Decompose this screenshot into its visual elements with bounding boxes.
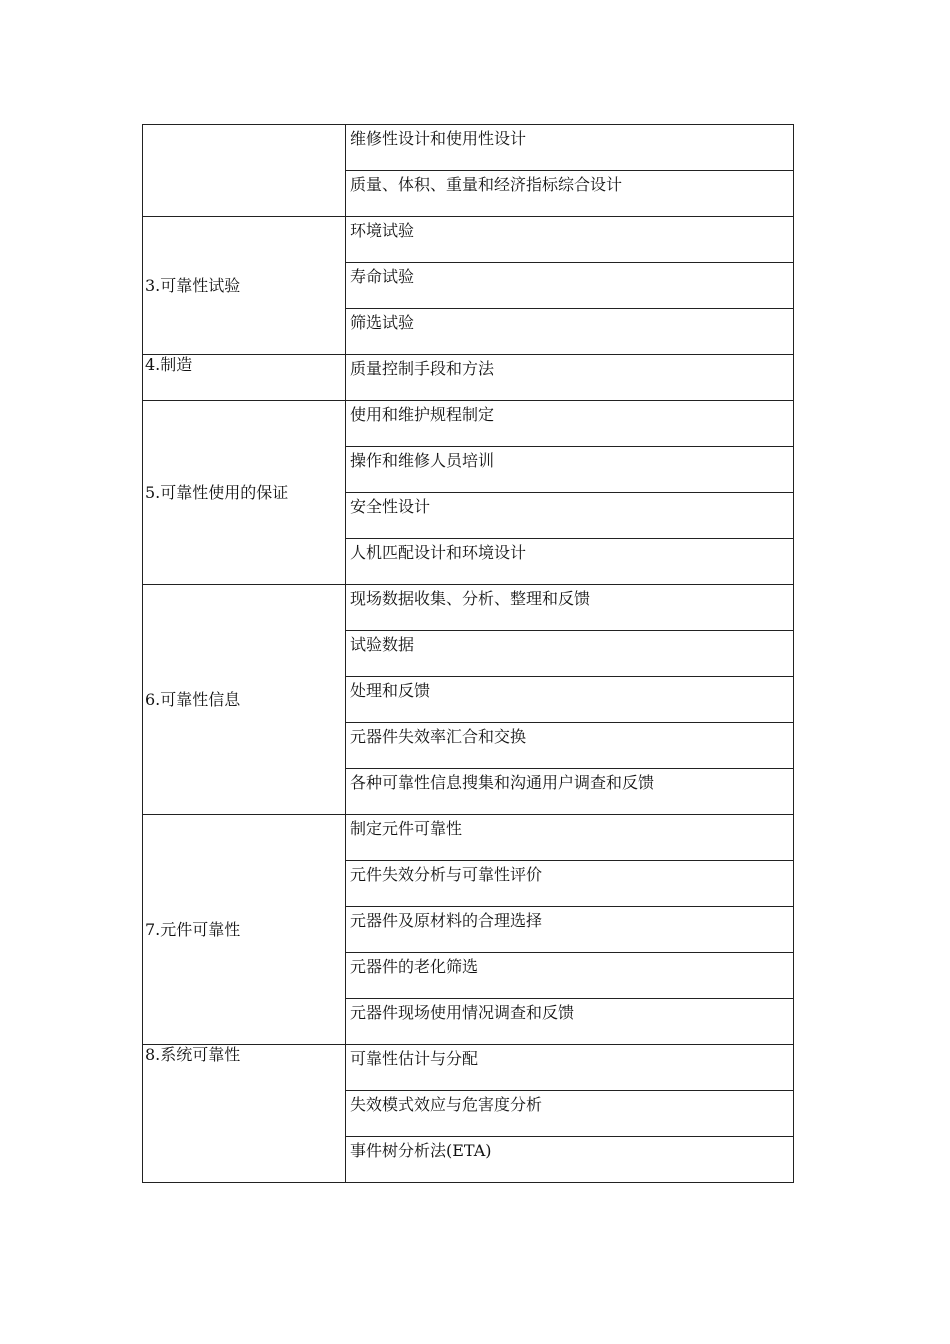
- item-cell: 使用和维护规程制定: [346, 401, 794, 447]
- item-cell: 元器件失效率汇合和交换: [346, 723, 794, 769]
- item-cell: 质量控制手段和方法: [346, 355, 794, 401]
- item-cell: 质量、体积、重量和经济指标综合设计: [346, 171, 794, 217]
- item-cell: 筛选试验: [346, 309, 794, 355]
- item-cell: 试验数据: [346, 631, 794, 677]
- item-cell: 操作和维修人员培训: [346, 447, 794, 493]
- item-cell: 处理和反馈: [346, 677, 794, 723]
- item-cell: 可靠性估计与分配: [346, 1045, 794, 1091]
- table-row: [143, 585, 794, 631]
- category-cell: [143, 355, 346, 401]
- table-row: [143, 355, 794, 401]
- item-cell: 元器件及原材料的合理选择: [346, 907, 794, 953]
- table-row: [143, 1045, 794, 1091]
- category-label: 7.元件可靠性: [145, 919, 241, 939]
- item-cell: 现场数据收集、分析、整理和反馈: [346, 585, 794, 631]
- category-cell: [143, 217, 346, 355]
- category-label: 6.可靠性信息: [145, 689, 241, 709]
- item-cell: 元器件现场使用情况调查和反馈: [346, 999, 794, 1045]
- item-cell: 环境试验: [346, 217, 794, 263]
- item-cell: 安全性设计: [346, 493, 794, 539]
- table-row: [143, 125, 794, 171]
- reliability-table: [142, 124, 794, 1183]
- item-cell: 人机匹配设计和环境设计: [346, 539, 794, 585]
- table-row: [143, 217, 794, 263]
- category-label: 4.制造: [145, 355, 193, 374]
- item-cell: 各种可靠性信息搜集和沟通用户调查和反馈: [346, 769, 794, 815]
- category-cell: [143, 125, 346, 217]
- table-row: [143, 401, 794, 447]
- category-cell: [143, 585, 346, 815]
- category-cell: [143, 815, 346, 1045]
- item-cell: 事件树分析法(ETA): [346, 1137, 794, 1183]
- category-cell: [143, 1045, 346, 1183]
- item-cell: 寿命试验: [346, 263, 794, 309]
- item-cell: 制定元件可靠性: [346, 815, 794, 861]
- item-cell: 失效模式效应与危害度分析: [346, 1091, 794, 1137]
- item-cell: 维修性设计和使用性设计: [346, 125, 794, 171]
- item-cell: 元件失效分析与可靠性评价: [346, 861, 794, 907]
- category-cell: [143, 401, 346, 585]
- category-label: 5.可靠性使用的保证: [145, 482, 289, 502]
- table-row: [143, 815, 794, 861]
- category-label: 3.可靠性试验: [145, 275, 241, 295]
- category-label: 8.系统可靠性: [145, 1045, 241, 1064]
- item-cell: 元器件的老化筛选: [346, 953, 794, 999]
